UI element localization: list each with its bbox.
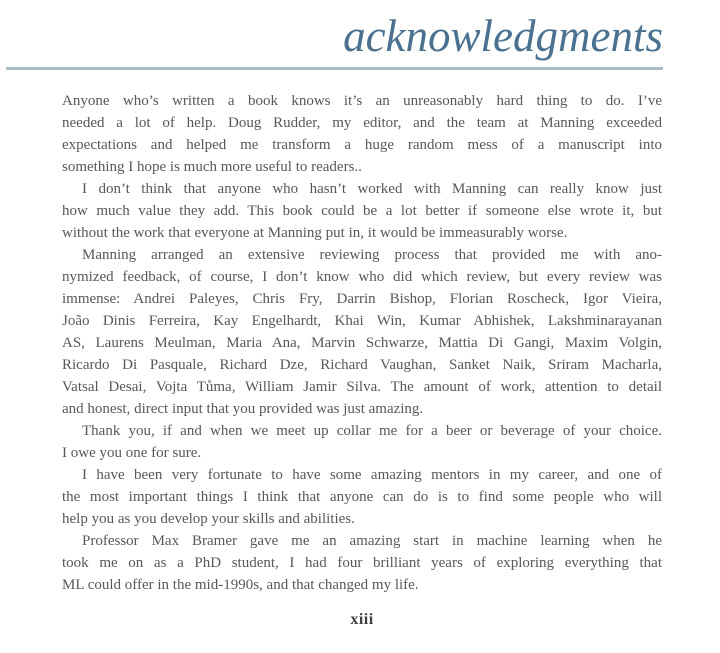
text-line: ML could offer in the mid-1990s, and that changed my life. bbox=[62, 577, 419, 593]
text-line: Thank you, if and when we meet up collar me for a beer or beverage of your choice. bbox=[82, 423, 662, 439]
text-line: Vatsal Desai, Vojta Tůma, William Jamir Silva. The amount of work, attention to detail bbox=[62, 379, 662, 395]
text-line: Anyone who’s written a book knows it’s an unreasonably hard thing to do. I’ve bbox=[62, 93, 662, 109]
text-line: the most important things I think that anyone can do is to find some people who will bbox=[62, 489, 662, 505]
text-line: I don’t think that anyone who hasn’t worked with Manning can really know just bbox=[82, 181, 662, 197]
text-line: how much value they add. This book could be a lot better if someone else wrote it, but bbox=[62, 203, 662, 219]
title-rule-divider bbox=[6, 67, 663, 70]
text-line: help you as you develop your skills and abilities. bbox=[62, 511, 355, 527]
text-line: needed a lot of help. Doug Rudder, my editor, and the team at Manning exceeded bbox=[62, 115, 662, 131]
text-line: without the work that everyone at Manning put in, it would be immeasurably worse. bbox=[62, 225, 568, 241]
text-line: immense: Andrei Paleyes, Chris Fry, Darrin Bishop, Florian Roscheck, Igor Vieira, bbox=[62, 291, 662, 307]
text-line: I owe you one for sure. bbox=[62, 445, 202, 461]
text-line: Professor Max Bramer gave me an amazing start in machine learning when he bbox=[82, 533, 662, 549]
text-line: Ricardo Di Pasquale, Richard Dze, Richard Vaughan, Sanket Naik, Sriram Macharla, bbox=[62, 357, 662, 373]
chapter-title: acknowledgments bbox=[343, 11, 663, 61]
text-line: Manning arranged an extensive reviewing process that provided me with ano- bbox=[82, 247, 662, 263]
acknowledgments-text bbox=[62, 90, 662, 596]
text-line: expectations and helped me transform a huge random mess of a manuscript into bbox=[62, 137, 662, 153]
page-footer bbox=[62, 611, 662, 629]
text-line: I have been very fortunate to have some amazing mentors in my career, and one of bbox=[82, 467, 662, 483]
text-line: AS, Laurens Meulman, Maria Ana, Marvin Schwarze, Mattia Di Gangi, Maxim Volgin, bbox=[62, 335, 662, 351]
page-number: xiii bbox=[350, 611, 374, 628]
text-line: took me on as a PhD student, I had four brilliant years of exploring everything that bbox=[62, 555, 662, 571]
text-line: something I hope is much more useful to readers.. bbox=[62, 159, 362, 175]
text-line: nymized feedback, of course, I don’t know who did which review, but every review was bbox=[62, 269, 662, 285]
text-line: João Dinis Ferreira, Kay Engelhardt, Khai Win, Kumar Abhishek, Lakshminarayanan bbox=[62, 313, 662, 329]
text-line: and honest, direct input that you provided was just amazing. bbox=[62, 401, 424, 417]
